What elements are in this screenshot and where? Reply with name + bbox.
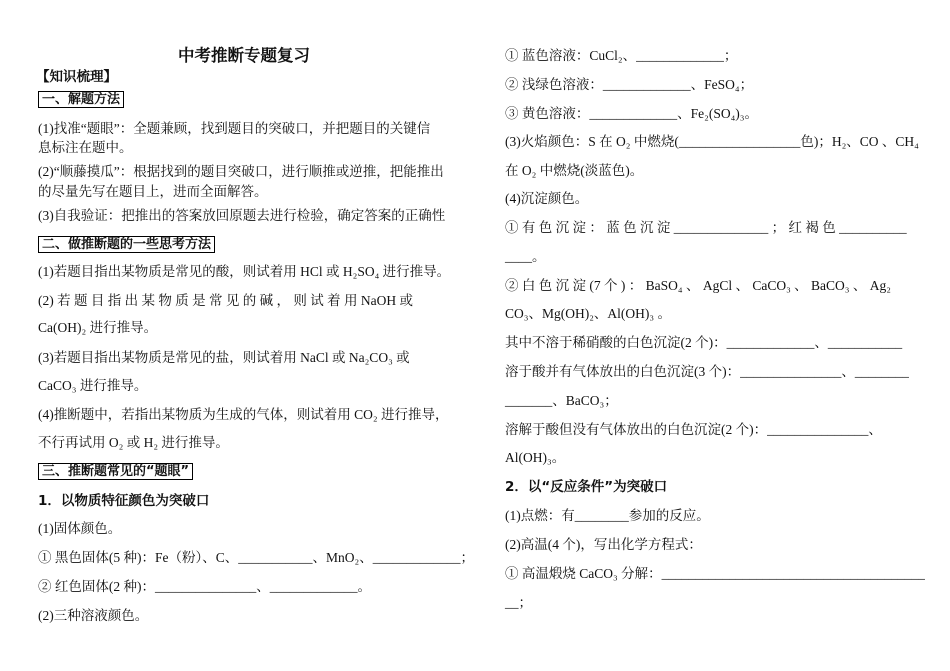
paragraph-line: CO₃、Mg(OH)₂、Al(OH)₃ 。 xyxy=(505,306,671,321)
fill-blank-line: ① 蓝色溶液：CuCl₂、_____________； xyxy=(505,48,738,63)
fill-blank-line: ① 黑色固体(5 种)：Fe（粉）、C、___________、MnO₂、_____________； xyxy=(38,550,474,565)
paragraph-line: (1)固体颜色。 xyxy=(38,521,122,536)
paragraph-line: 不行再试用 O₂ 或 H₂ 进行推导。 xyxy=(38,435,229,450)
paragraph-line: 息标注在题中。 xyxy=(38,140,133,155)
paragraph-line: (3)若题目指出某物质是常见的盐，则试着用 NaCl 或 Na₂CO₃ 或 xyxy=(38,350,410,365)
fill-blank-line: ① 有 色 沉 淀 ： 蓝 色 沉 淀 ______________ ； 红 褐 色 __________ xyxy=(505,220,907,235)
paragraph-line: (2)“顺藤摸瓜”：根据找到的题目突破口，进行顺推或逆推，把能推出 xyxy=(38,164,444,179)
page-title: 中考推断专题复习 xyxy=(178,46,310,65)
fill-blank-line: __； xyxy=(505,595,532,610)
fill-blank-line: ③ 黄色溶液：_____________、Fe₂(SO₄)₃。 xyxy=(505,106,758,121)
section-heading-2: 二、做推断题的一些思考方法 xyxy=(38,235,450,254)
paragraph-line: (1)若题目指出某物质是常见的酸，则试着用 HCl 或 H₂SO₄ 进行推导。 xyxy=(38,264,451,279)
paragraph-line: CaCO₃ 进行推导。 xyxy=(38,378,148,393)
paragraph-line: ② 白 色 沉 淀 (7 个 ) ： BaSO₄ 、 AgCl 、 CaCO₃ 、 BaCO₃ 、 Ag₂ xyxy=(505,278,891,293)
fill-blank-line: 溶于酸并有气体放出的白色沉淀(3 个)：_______________、________ xyxy=(505,364,909,379)
paragraph-line: (4)沉淀颜色。 xyxy=(505,191,589,206)
knowledge-heading: 【知识梳理】 xyxy=(36,69,117,85)
subheading-reaction-condition: 2．以“反应条件”为突破口 xyxy=(505,479,668,495)
fill-blank-line: 溶解于酸但没有气体放出的白色沉淀(2 个)：_______________、 xyxy=(505,422,882,437)
fill-blank-line: (1)点燃：有________参加的反应。 xyxy=(505,508,710,523)
paragraph-line: (2) 若 题 目 指 出 某 物 质 是 常 见 的 碱 ， 则 试 着 用 NaOH 或 xyxy=(38,293,413,308)
fill-blank-line: ② 浅绿色溶液：_____________、FeSO₄； xyxy=(505,77,754,92)
paragraph-line: (2)三种溶液颜色。 xyxy=(38,608,149,623)
paragraph-line: Ca(OH)₂ 进行推导。 xyxy=(38,320,158,335)
fill-blank-line: (3)火焰颜色：S 在 O₂ 中燃烧(__________________色)；H₂、CO 、CH₄ xyxy=(505,134,919,149)
section-heading-3: 三、推断题常见的“题眼” xyxy=(38,462,450,481)
fill-blank-line: ____。 xyxy=(505,249,546,264)
fill-blank-line: ① 高温煅烧 CaCO₃ 分解：_______________________________________ xyxy=(505,566,925,581)
paragraph-line: (3)自我验证：把推出的答案放回原题去进行检验，确定答案的正确性 xyxy=(38,208,446,223)
paragraph-line: (1)找准“题眼”：全题兼顾，找到题目的突破口，并把题目的关键信 xyxy=(38,121,431,136)
paragraph-line: (2)高温(4 个)，写出化学方程式： xyxy=(505,537,702,552)
subheading-color: 1．以物质特征颜色为突破口 xyxy=(38,493,210,509)
fill-blank-line: _______、BaCO₃； xyxy=(505,393,618,408)
paragraph-line: 的尽量先写在题目上，进而全面解答。 xyxy=(38,184,268,199)
paragraph-line: 在 O₂ 中燃烧(淡蓝色)。 xyxy=(505,163,644,178)
fill-blank-line: 其中不溶于稀硝酸的白色沉淀(2 个)：_____________、___________ xyxy=(505,335,903,350)
fill-blank-line: ② 红色固体(2 种)：_______________、_____________。 xyxy=(38,579,371,594)
section-heading-1: 一、解题方法 xyxy=(38,90,450,109)
paragraph-line: (4)推断题中，若指出某物质为生成的气体，则试着用 CO₂ 进行推导， xyxy=(38,407,449,422)
paragraph-line: Al(OH)₃。 xyxy=(505,450,566,465)
